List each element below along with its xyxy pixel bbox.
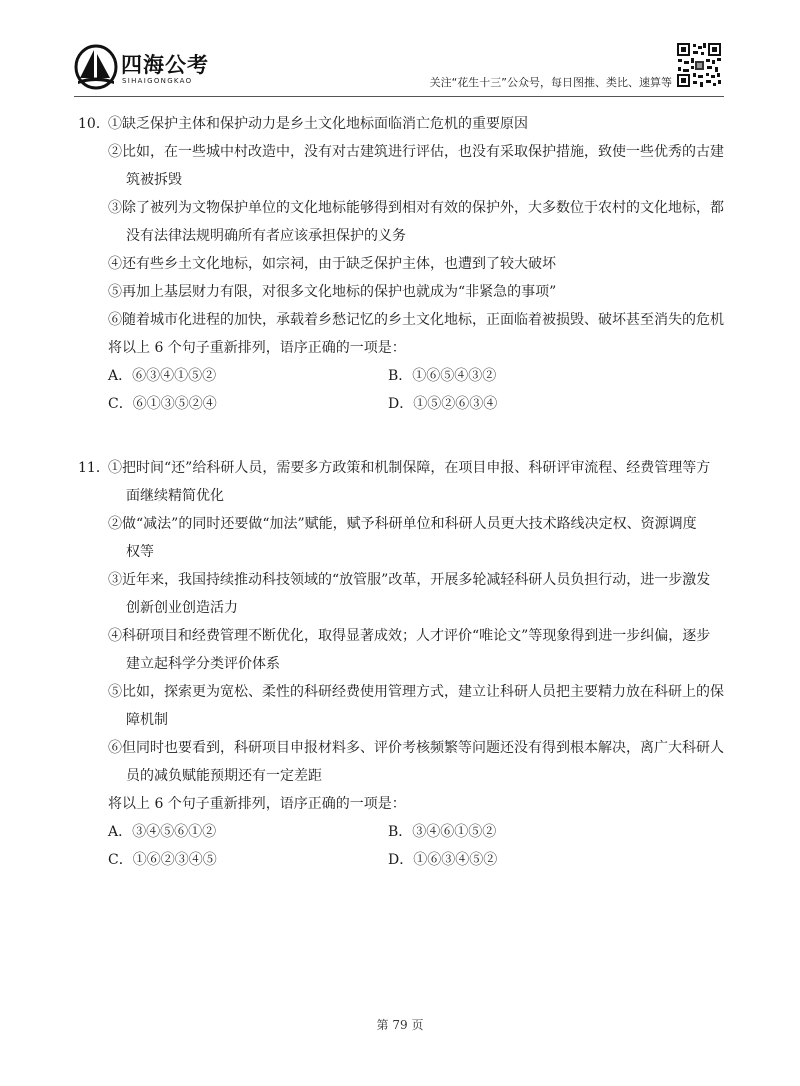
question-body — [78, 454, 728, 874]
sentence-1 — [78, 110, 728, 138]
sentence-continuation: 建立起科学分类评价体系 — [126, 656, 280, 672]
option-d[interactable]: D．①⑥③④⑤② — [388, 852, 498, 868]
question-stem: 将以上 6 个句子重新排列，语序正确的一项是： — [108, 340, 406, 356]
sentence-text: ①把时间“还”给科研人员，需要多方政策和机制保障，在项目申报、科研评审流程、经费管理等方 — [108, 460, 711, 476]
sentence-text: ⑥但同时也要看到，科研项目申报材料多、评价考核频繁等问题还没有得到根本解决，离广大科研人 — [108, 740, 724, 756]
sentence-text: ①缺乏保护主体和保护动力是乡土文化地标面临消亡危机的重要原因 — [108, 116, 528, 132]
options-row-cd — [78, 390, 728, 418]
sentence-text: ③除了被列为文物保护单位的文化地标能够得到相对有效的保护外，大多数位于农村的文化地标，都 — [108, 200, 724, 216]
sentence-text: ⑤比如，探索更为宽松、柔性的科研经费使用管理方式，建立让科研人员把主要精力放在科研上的保 — [108, 684, 724, 700]
sentence-text: ②比如，在一些城中村改造中，没有对古建筑进行评估，也没有采取保护措施，致使一些优秀的古建 — [108, 144, 724, 160]
sentence-3 — [78, 566, 728, 622]
sentence-continuation: 权等 — [126, 544, 154, 560]
options-row-ab — [78, 362, 728, 390]
sentence-continuation: 障机制 — [126, 712, 168, 728]
option-b[interactable]: B．①⑥⑤④③② — [388, 368, 497, 384]
sentence-continuation: 筑被拆毁 — [126, 172, 182, 188]
question-number: 11． — [78, 460, 110, 476]
options-row-ab — [78, 818, 728, 846]
sentence-2 — [78, 138, 728, 194]
sentence-2 — [78, 510, 728, 566]
sentence-text: ⑤再加上基层财力有限，对很多文化地标的保护也就成为“非紧急的事项” — [108, 284, 557, 300]
page-header — [0, 0, 800, 104]
sentence-text: ④还有些乡土文化地标，如宗祠，由于缺乏保护主体，也遭到了较大破坏 — [108, 256, 556, 272]
sentence-text: ②做“减法”的同时还要做“加法”赋能，赋予科研单位和科研人员更大技术路线决定权、资源调度 — [108, 516, 697, 532]
option-c[interactable]: C．⑥①③⑤②④ — [108, 396, 217, 412]
sentence-continuation: 创新创业创造活力 — [126, 600, 238, 616]
options-row-cd — [78, 846, 728, 874]
sentence-4 — [78, 622, 728, 678]
header-note: 关注“花生十三”公众号，每日图推、类比、速算等 — [429, 76, 672, 89]
sentence-text: ④科研项目和经费管理不断优化，取得显著成效；人才评价“唯论文”等现象得到进一步纠偏，逐步 — [108, 628, 711, 644]
question-number: 10． — [78, 116, 110, 132]
sentence-text: ⑥随着城市化进程的加快，承载着乡愁记忆的乡土文化地标，正面临着被损毁、破坏甚至消失的危机 — [108, 312, 724, 328]
question-body — [78, 110, 728, 418]
sentence-continuation: 员的减负赋能预期还有一定差距 — [126, 768, 322, 784]
sentence-5 — [78, 278, 728, 306]
qr-code-icon — [676, 42, 722, 88]
page-number: 第 79 页 — [376, 1018, 424, 1032]
option-b[interactable]: B．③④⑥①⑤② — [388, 824, 497, 840]
question-stem: 将以上 6 个句子重新排列，语序正确的一项是： — [108, 796, 406, 812]
sentence-3 — [78, 194, 728, 250]
question-10 — [78, 110, 728, 418]
option-c[interactable]: C．①⑥②③④⑤ — [108, 852, 217, 868]
sentence-continuation: 没有法律法规明确所有者应该承担保护的义务 — [126, 228, 406, 244]
option-d[interactable]: D．①⑤②⑥③④ — [388, 396, 498, 412]
brand-subtitle: SIHAIGONGKAO — [122, 77, 193, 85]
sentence-4 — [78, 250, 728, 278]
sentence-6 — [78, 734, 728, 790]
sentence-text: ③近年来，我国持续推动科技领域的“放管服”改革，开展多轮减轻科研人员负担行动，进一步激发 — [108, 572, 711, 588]
brand-logo — [74, 44, 244, 94]
sentence-continuation: 面继续精简优化 — [126, 488, 224, 504]
sentence-6 — [78, 306, 728, 334]
option-a[interactable]: A．⑥③④①⑤② — [108, 368, 217, 384]
sentence-5 — [78, 678, 728, 734]
header-divider — [74, 96, 724, 97]
sailboat-logo-icon — [74, 44, 118, 90]
option-a[interactable]: A．③④⑤⑥①② — [108, 824, 217, 840]
question-11 — [78, 454, 728, 874]
brand-name: 四海公考 — [121, 53, 209, 77]
sentence-1 — [78, 454, 728, 510]
